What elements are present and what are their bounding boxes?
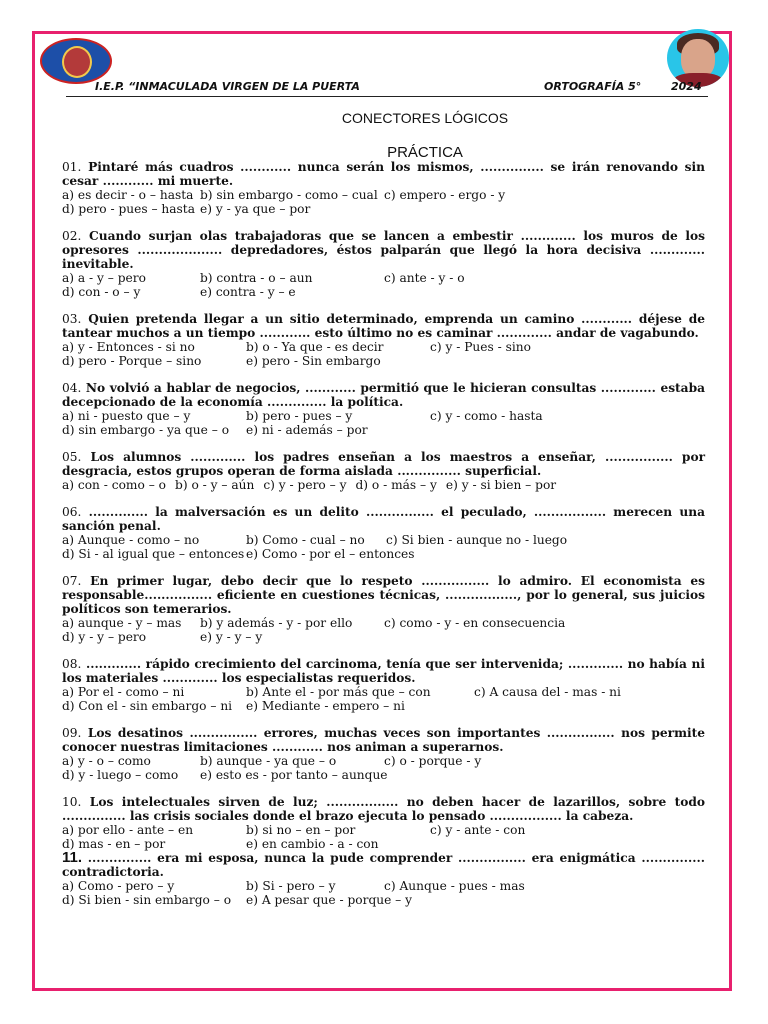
question-stem: Los intelectuales sirven de luz; ................. no deben hacer de lazarillos, sobre todo ............... las crisis sociales donde el brazo ejecuta lo pensado ................. la cabeza.: [62, 795, 705, 823]
option-c: c) como - y - en consecuencia: [384, 616, 566, 630]
question-number: 03.: [62, 312, 82, 326]
option-a: a) ni - puesto que – y: [62, 409, 191, 423]
option-a: a) aunque - y – mas: [62, 616, 182, 630]
option-a: a) y - Entonces - si no: [62, 340, 195, 354]
option-c: c) y - pero – y: [263, 478, 347, 492]
option-d: d) mas - en – por: [62, 837, 166, 851]
question-number: 01.: [62, 160, 82, 174]
option-d: d) pero - Porque – sino: [62, 354, 202, 368]
question-10: [62, 795, 705, 851]
option-c: c) o - porque - y: [384, 754, 482, 768]
question-9: [62, 726, 705, 782]
teacher-photo: [667, 29, 729, 87]
header-divider: [66, 96, 708, 97]
question-number: 09.: [62, 726, 82, 740]
page-header: [95, 80, 705, 96]
option-b: b) o - Ya que - es decir: [246, 340, 384, 354]
question-stem: ............. rápido crecimiento del carcinoma, tenía que ser intervenida; ............. no había ni los materiales ............. los especialistas requeridos.: [62, 657, 705, 685]
question-4: [62, 381, 705, 437]
question-3: [62, 312, 705, 368]
year-label: 2024: [671, 80, 702, 93]
option-a: a) por ello - ante – en: [62, 823, 194, 837]
option-e: e) y - ya que – por: [200, 202, 311, 216]
question-number: 06.: [62, 505, 82, 519]
option-a: a) Aunque - como – no: [62, 533, 200, 547]
option-c: c) A causa del - mas - ni: [474, 685, 621, 699]
option-b: b) contra - o – aun: [200, 271, 313, 285]
question-number: 02.: [62, 229, 82, 243]
question-2: [62, 229, 705, 299]
option-c: c) ante - y - o: [384, 271, 465, 285]
question-stem: Pintaré más cuadros ............ nunca serán los mismos, ............... se irán renovando sin cesar ............ mi muerte.: [62, 160, 705, 188]
question-stem: Los alumnos ............. los padres enseñan a los maestros a enseñar, ................ por desgracia, estos grupos operan de forma aislada ............... superficial.: [62, 450, 705, 478]
option-c: c) y - ante - con: [430, 823, 526, 837]
option-d: d) con - o – y: [62, 285, 141, 299]
option-c: c) empero - ergo - y: [384, 188, 506, 202]
question-number: 05.: [62, 450, 82, 464]
option-b: b) sin embargo - como – cual: [200, 188, 378, 202]
section-title: PRÁCTICA: [387, 144, 463, 161]
option-e: e) Mediante - empero – ni: [246, 699, 405, 713]
option-d: d) pero - pues – hasta: [62, 202, 195, 216]
question-stem: Quien pretenda llegar a un sitio determinado, emprenda un camino ............ déjese de tantear muchos a un tiempo ............ esto último no es caminar ............. andar de vagabundo.: [62, 312, 705, 340]
option-c: c) Aunque - pues - mas: [384, 879, 525, 893]
option-e: e) y - y – y: [200, 630, 263, 644]
question-number: 10.: [62, 795, 82, 809]
question-number: 08.: [62, 657, 82, 671]
option-b: b) y además - y - por ello: [200, 616, 353, 630]
school-logo: [40, 38, 112, 84]
document-title: CONECTORES LÓGICOS: [341, 110, 509, 126]
option-b: b) Ante el - por más que – con: [246, 685, 431, 699]
option-e: e) en cambio - a - con: [246, 837, 379, 851]
option-b: b) Si - pero – y: [246, 879, 336, 893]
option-e: e) A pesar que - porque – y: [246, 893, 413, 907]
question-11: [62, 851, 705, 907]
option-e: e) y - si bien – por: [445, 478, 557, 492]
option-e: e) ni - además – por: [246, 423, 368, 437]
option-d: d) o - más – y: [355, 478, 437, 492]
option-e: e) contra - y – e: [200, 285, 296, 299]
option-c: c) y - Pues - sino: [430, 340, 531, 354]
question-stem: Los desatinos ................ errores, muchas veces son importantes ................ nos permite conocer nuestras limitaciones ............ nos animan a superarnos.: [62, 726, 705, 754]
option-d: d) y - luego – como: [62, 768, 179, 782]
option-e: e) Como - por el – entonces: [246, 547, 415, 561]
option-d: d) Si - al igual que – entonces: [62, 547, 245, 561]
option-d: d) y - y – pero: [62, 630, 147, 644]
option-c: c) y - como - hasta: [430, 409, 543, 423]
question-1: [62, 160, 705, 216]
option-b: b) pero - pues – y: [246, 409, 353, 423]
question-stem: En primer lugar, debo decir que lo respeto ................ lo admiro. El economista es responsable................ eficiente en cuestiones técnicas, ................., por lo general, sus juicios políticos son temerarios.: [62, 574, 705, 616]
question-number: 11.: [62, 849, 83, 866]
option-b: b) o - y – aún: [175, 478, 255, 492]
option-b: b) Como - cual – no: [246, 533, 365, 547]
option-a: a) es decir - o – hasta: [62, 188, 194, 202]
question-stem: Cuando surjan olas trabajadoras que se lancen a embestir ............. los muros de los opresores .................... depredadores, éstos palparán que llegó la hora decisiva ............. inevitable.: [62, 229, 705, 271]
option-e: e) pero - Sin embargo: [246, 354, 381, 368]
option-e: e) esto es - por tanto – aunque: [200, 768, 388, 782]
option-b: b) si no – en – por: [246, 823, 356, 837]
question-number: 04.: [62, 381, 82, 395]
option-d: d) Con el - sin embargo – ni: [62, 699, 233, 713]
option-a: a) Por el - como – ni: [62, 685, 185, 699]
question-7: [62, 574, 705, 644]
question-stem: .............. la malversación es un delito ................ el peculado, ................. merecen una sanción penal.: [62, 505, 705, 533]
question-stem: ............... era mi esposa, nunca la pude comprender ................ era enigmática ............... contradictoria.: [62, 851, 705, 879]
school-name: I.E.P. “INMACULADA VIRGEN DE LA PUERTA: [95, 80, 360, 93]
question-5: [62, 450, 705, 492]
question-number: 07.: [62, 574, 82, 588]
option-a: a) a - y – pero: [62, 271, 146, 285]
option-c: c) Si bien - aunque no - luego: [386, 533, 568, 547]
questions-list: [62, 160, 705, 920]
option-b: b) aunque - ya que – o: [200, 754, 337, 768]
question-8: [62, 657, 705, 713]
option-d: d) Si bien - sin embargo – o: [62, 893, 232, 907]
question-stem: No volvió a hablar de negocios, ............ permitió que le hicieran consultas ............. estaba decepcionado de la economía .............. la política.: [62, 381, 705, 409]
question-6: [62, 505, 705, 561]
option-d: d) sin embargo - ya que – o: [62, 423, 230, 437]
subject-label: ORTOGRAFÍA 5°: [544, 80, 642, 93]
option-a: a) con - como – o: [62, 478, 167, 492]
option-a: a) y - o – como: [62, 754, 151, 768]
option-a: a) Como - pero – y: [62, 879, 175, 893]
